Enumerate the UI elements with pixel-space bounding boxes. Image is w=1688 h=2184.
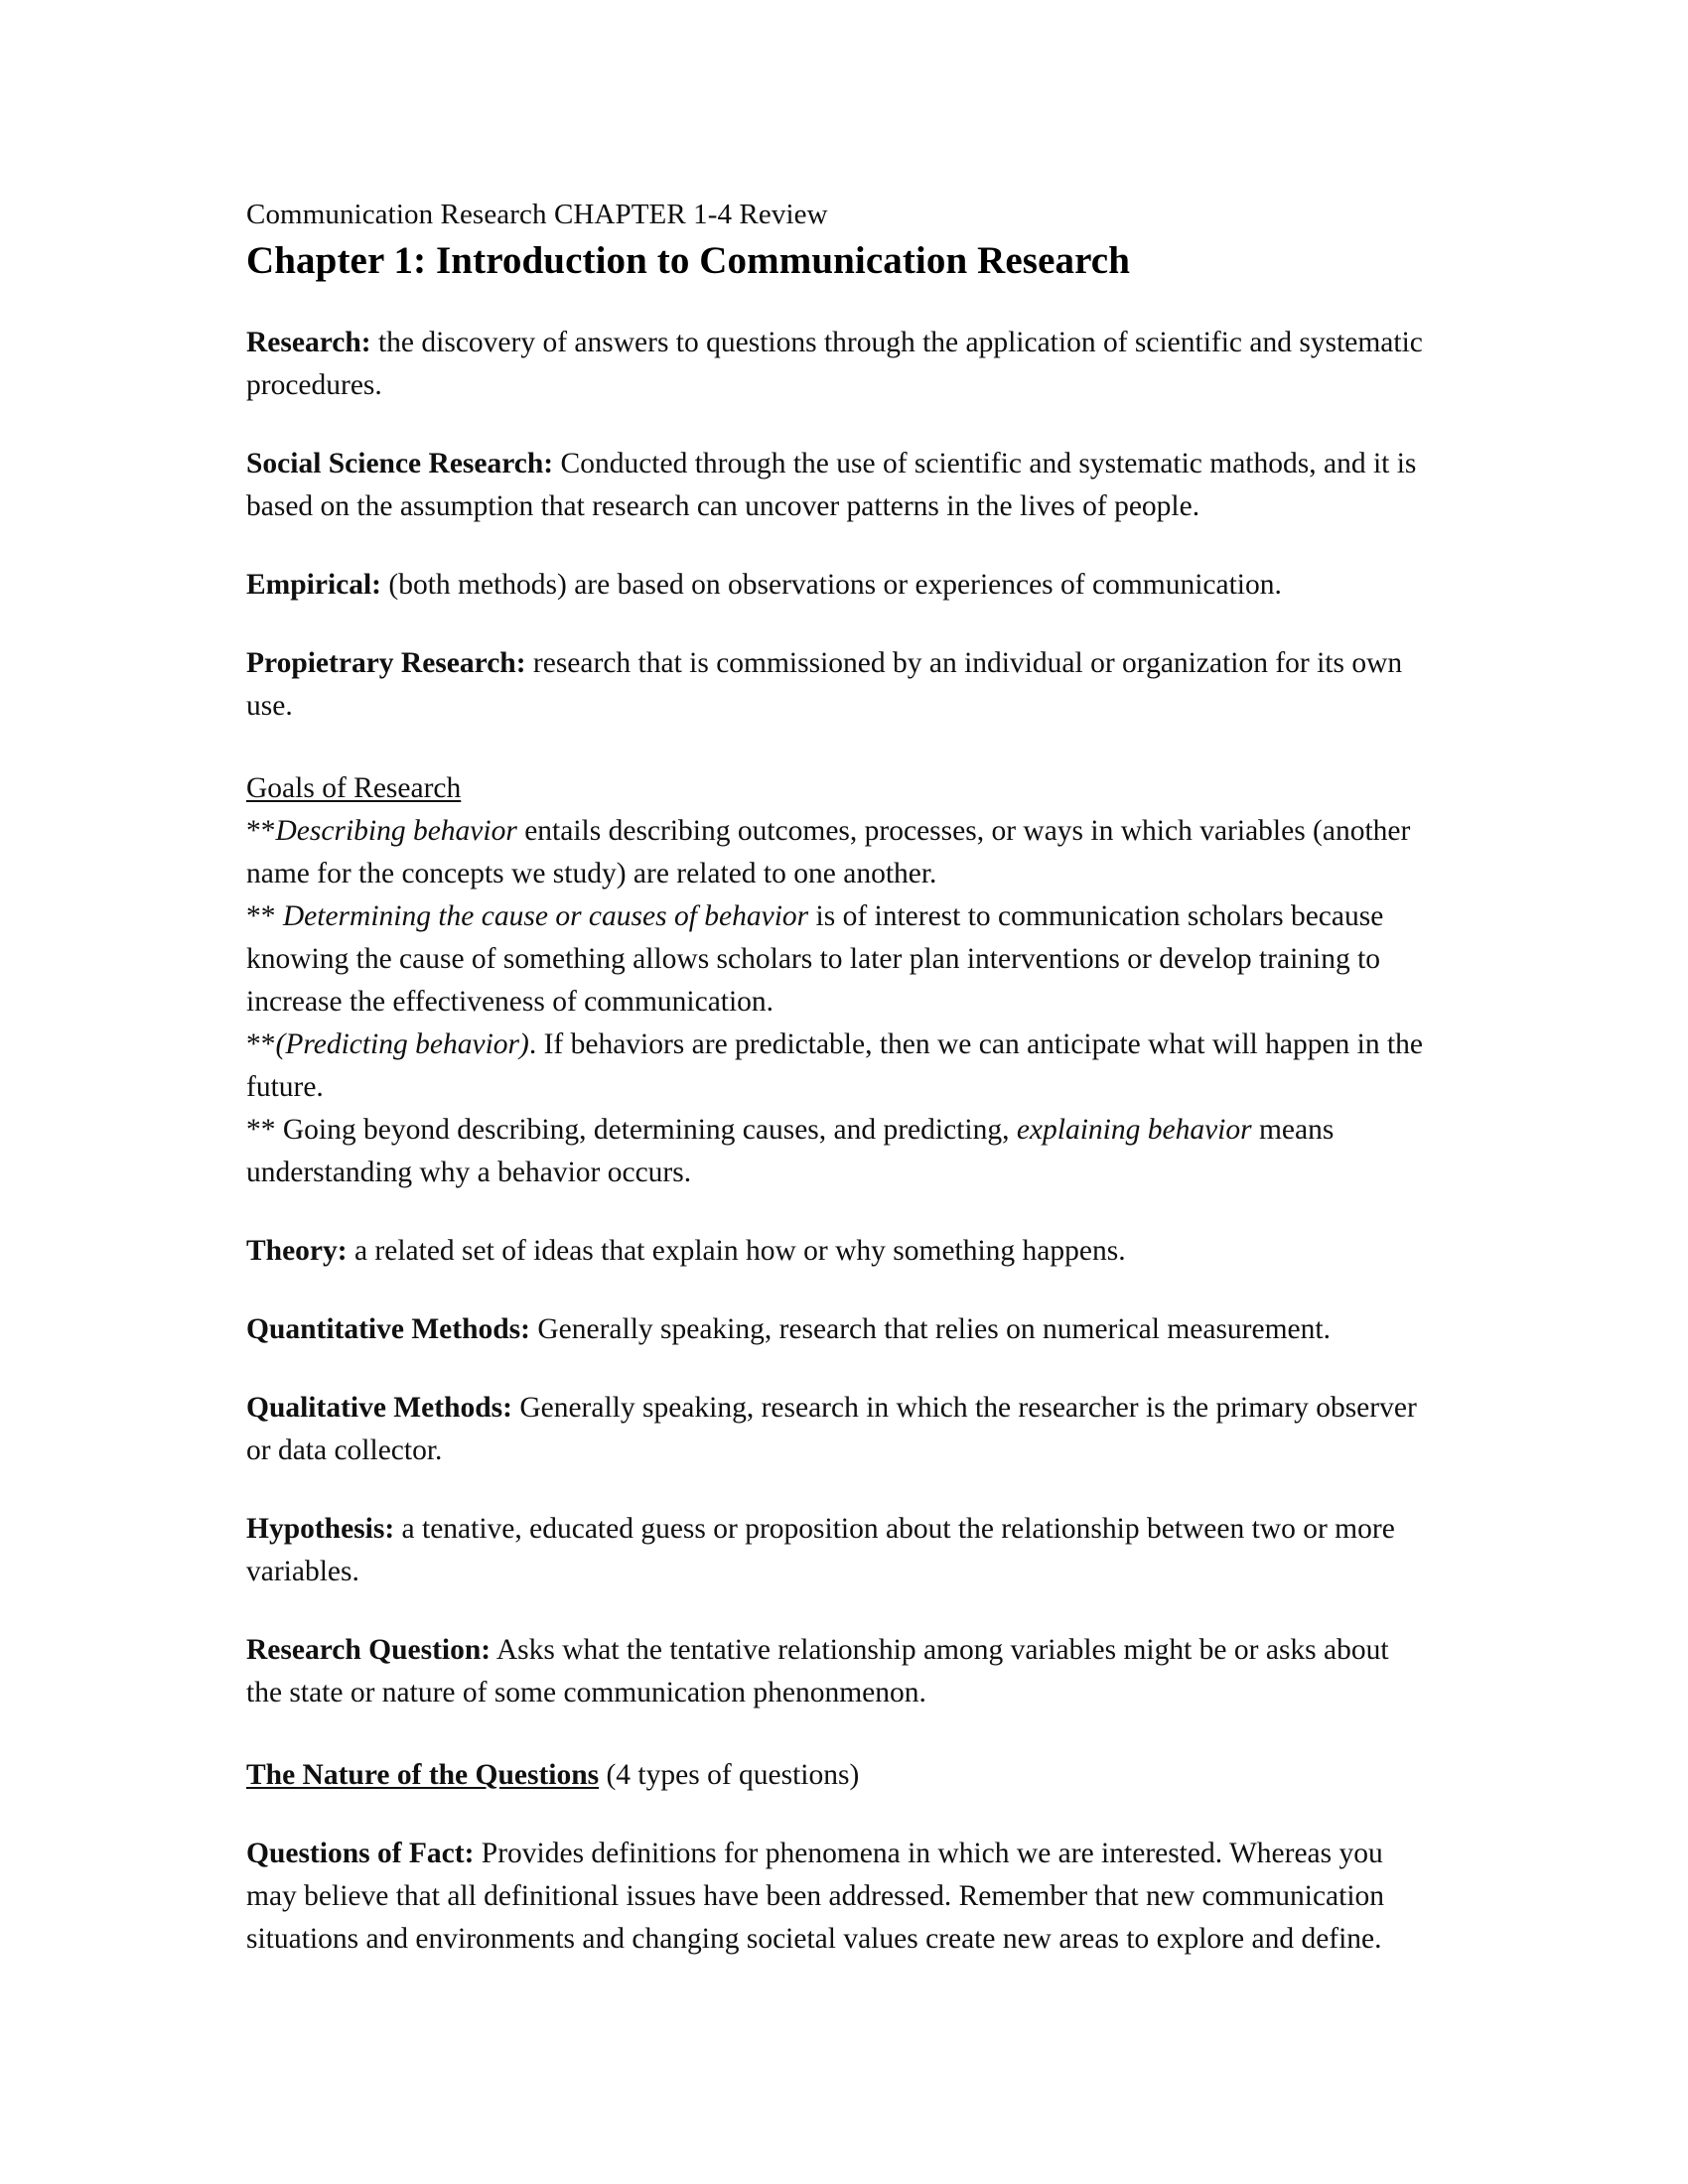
goal-italic-lead: explaining behavior	[1016, 1114, 1252, 1146]
definition-entry	[246, 1230, 1428, 1273]
goals-heading-text: Goals of Research	[246, 772, 462, 804]
definition-text: Asks what the tentative relationship among variables might be or asks about the state or nature of some communication phenonmenon.	[246, 1634, 1389, 1708]
definition-text: research that is commissioned by an individual or organization for its own use.	[246, 647, 1403, 722]
goals-list	[246, 810, 1428, 1194]
goal-text: entails describing outcomes, processes, or ways in which variables (another name for the concepts we study) are related to one another.	[246, 815, 1411, 889]
definition-entry	[246, 1833, 1428, 1961]
definition-term: Theory:	[246, 1235, 348, 1267]
goal-pre-text: Going beyond describing, determining causes, and predicting,	[282, 1114, 1017, 1146]
definition-term: Quantitative Methods:	[246, 1313, 530, 1345]
definition-text: a tenative, educated guess or proposition about the relationship between two or more variables.	[246, 1513, 1395, 1587]
goal-italic-lead: (Predicting behavior)	[275, 1028, 529, 1060]
goal-item	[246, 895, 1428, 1024]
definition-term: Research Question:	[246, 1634, 492, 1666]
document-body	[246, 195, 1428, 1961]
goal-item	[246, 810, 1428, 895]
goal-marker: **	[246, 1114, 283, 1146]
goal-item	[246, 1109, 1428, 1194]
goal-marker: **	[246, 900, 283, 932]
definition-term: Questions of Fact:	[246, 1838, 475, 1869]
goals-section-heading	[246, 767, 1428, 810]
definition-text: Conducted through the use of scientific and systematic mathods, and it is based on the assumption that research can uncover patterns in the lives of people.	[246, 448, 1417, 522]
definition-entry	[246, 1308, 1428, 1351]
definition-entry	[246, 642, 1428, 728]
definition-entry	[246, 443, 1428, 528]
definition-text: (both methods) are based on observations or experiences of communication.	[381, 569, 1282, 601]
definition-entry	[246, 322, 1428, 407]
goal-italic-lead: Determining the cause or causes of behavior	[282, 900, 809, 932]
goal-marker: **	[246, 815, 276, 847]
definition-entry	[246, 564, 1428, 607]
nature-heading-text: The Nature of the Questions	[246, 1759, 600, 1791]
definition-term: Social Science Research:	[246, 448, 554, 479]
definition-entry	[246, 1387, 1428, 1472]
definition-term: Qualitative Methods:	[246, 1392, 512, 1424]
definition-text: Generally speaking, research in which the researcher is the primary observer or data collector.	[246, 1392, 1417, 1466]
document-header-line: Communication Research CHAPTER 1-4 Review	[246, 199, 828, 230]
goal-text: . If behaviors are predictable, then we can anticipate what will happen in the future.	[246, 1028, 1424, 1103]
goal-item	[246, 1024, 1428, 1109]
goal-italic-lead: Describing behavior	[275, 815, 517, 847]
nature-heading-suffix: (4 types of questions)	[599, 1759, 860, 1791]
definition-term: Empirical:	[246, 569, 382, 601]
goal-text: means understanding why a behavior occurs.	[246, 1114, 1335, 1188]
goal-text: is of interest to communication scholars because knowing the cause of something allows scholars to later plan interventions or develop training to increase the effectiveness of communication.	[246, 900, 1384, 1018]
definition-text: the discovery of answers to questions through the application of scientific and systematic procedures.	[246, 327, 1423, 401]
nature-section-heading	[246, 1754, 1428, 1797]
definition-entry	[246, 1629, 1428, 1714]
definition-text: Generally speaking, research that relies on numerical measurement.	[529, 1313, 1331, 1345]
definition-term: Research:	[246, 327, 371, 358]
definition-text: a related set of ideas that explain how or why something happens.	[347, 1235, 1126, 1267]
page-title: Chapter 1: Introduction to Communication Research	[246, 239, 1130, 282]
definition-term: Propietrary Research:	[246, 647, 526, 679]
definition-term: Hypothesis:	[246, 1513, 395, 1545]
definition-entry	[246, 1508, 1428, 1593]
definition-text: Provides definitions for phenomena in which we are interested. Whereas you may believe that all definitional issues have been addressed. Remember that new communication situations and environments and changing societal values create new areas to explore and define.	[246, 1838, 1385, 1955]
goal-marker: **	[246, 1028, 276, 1060]
